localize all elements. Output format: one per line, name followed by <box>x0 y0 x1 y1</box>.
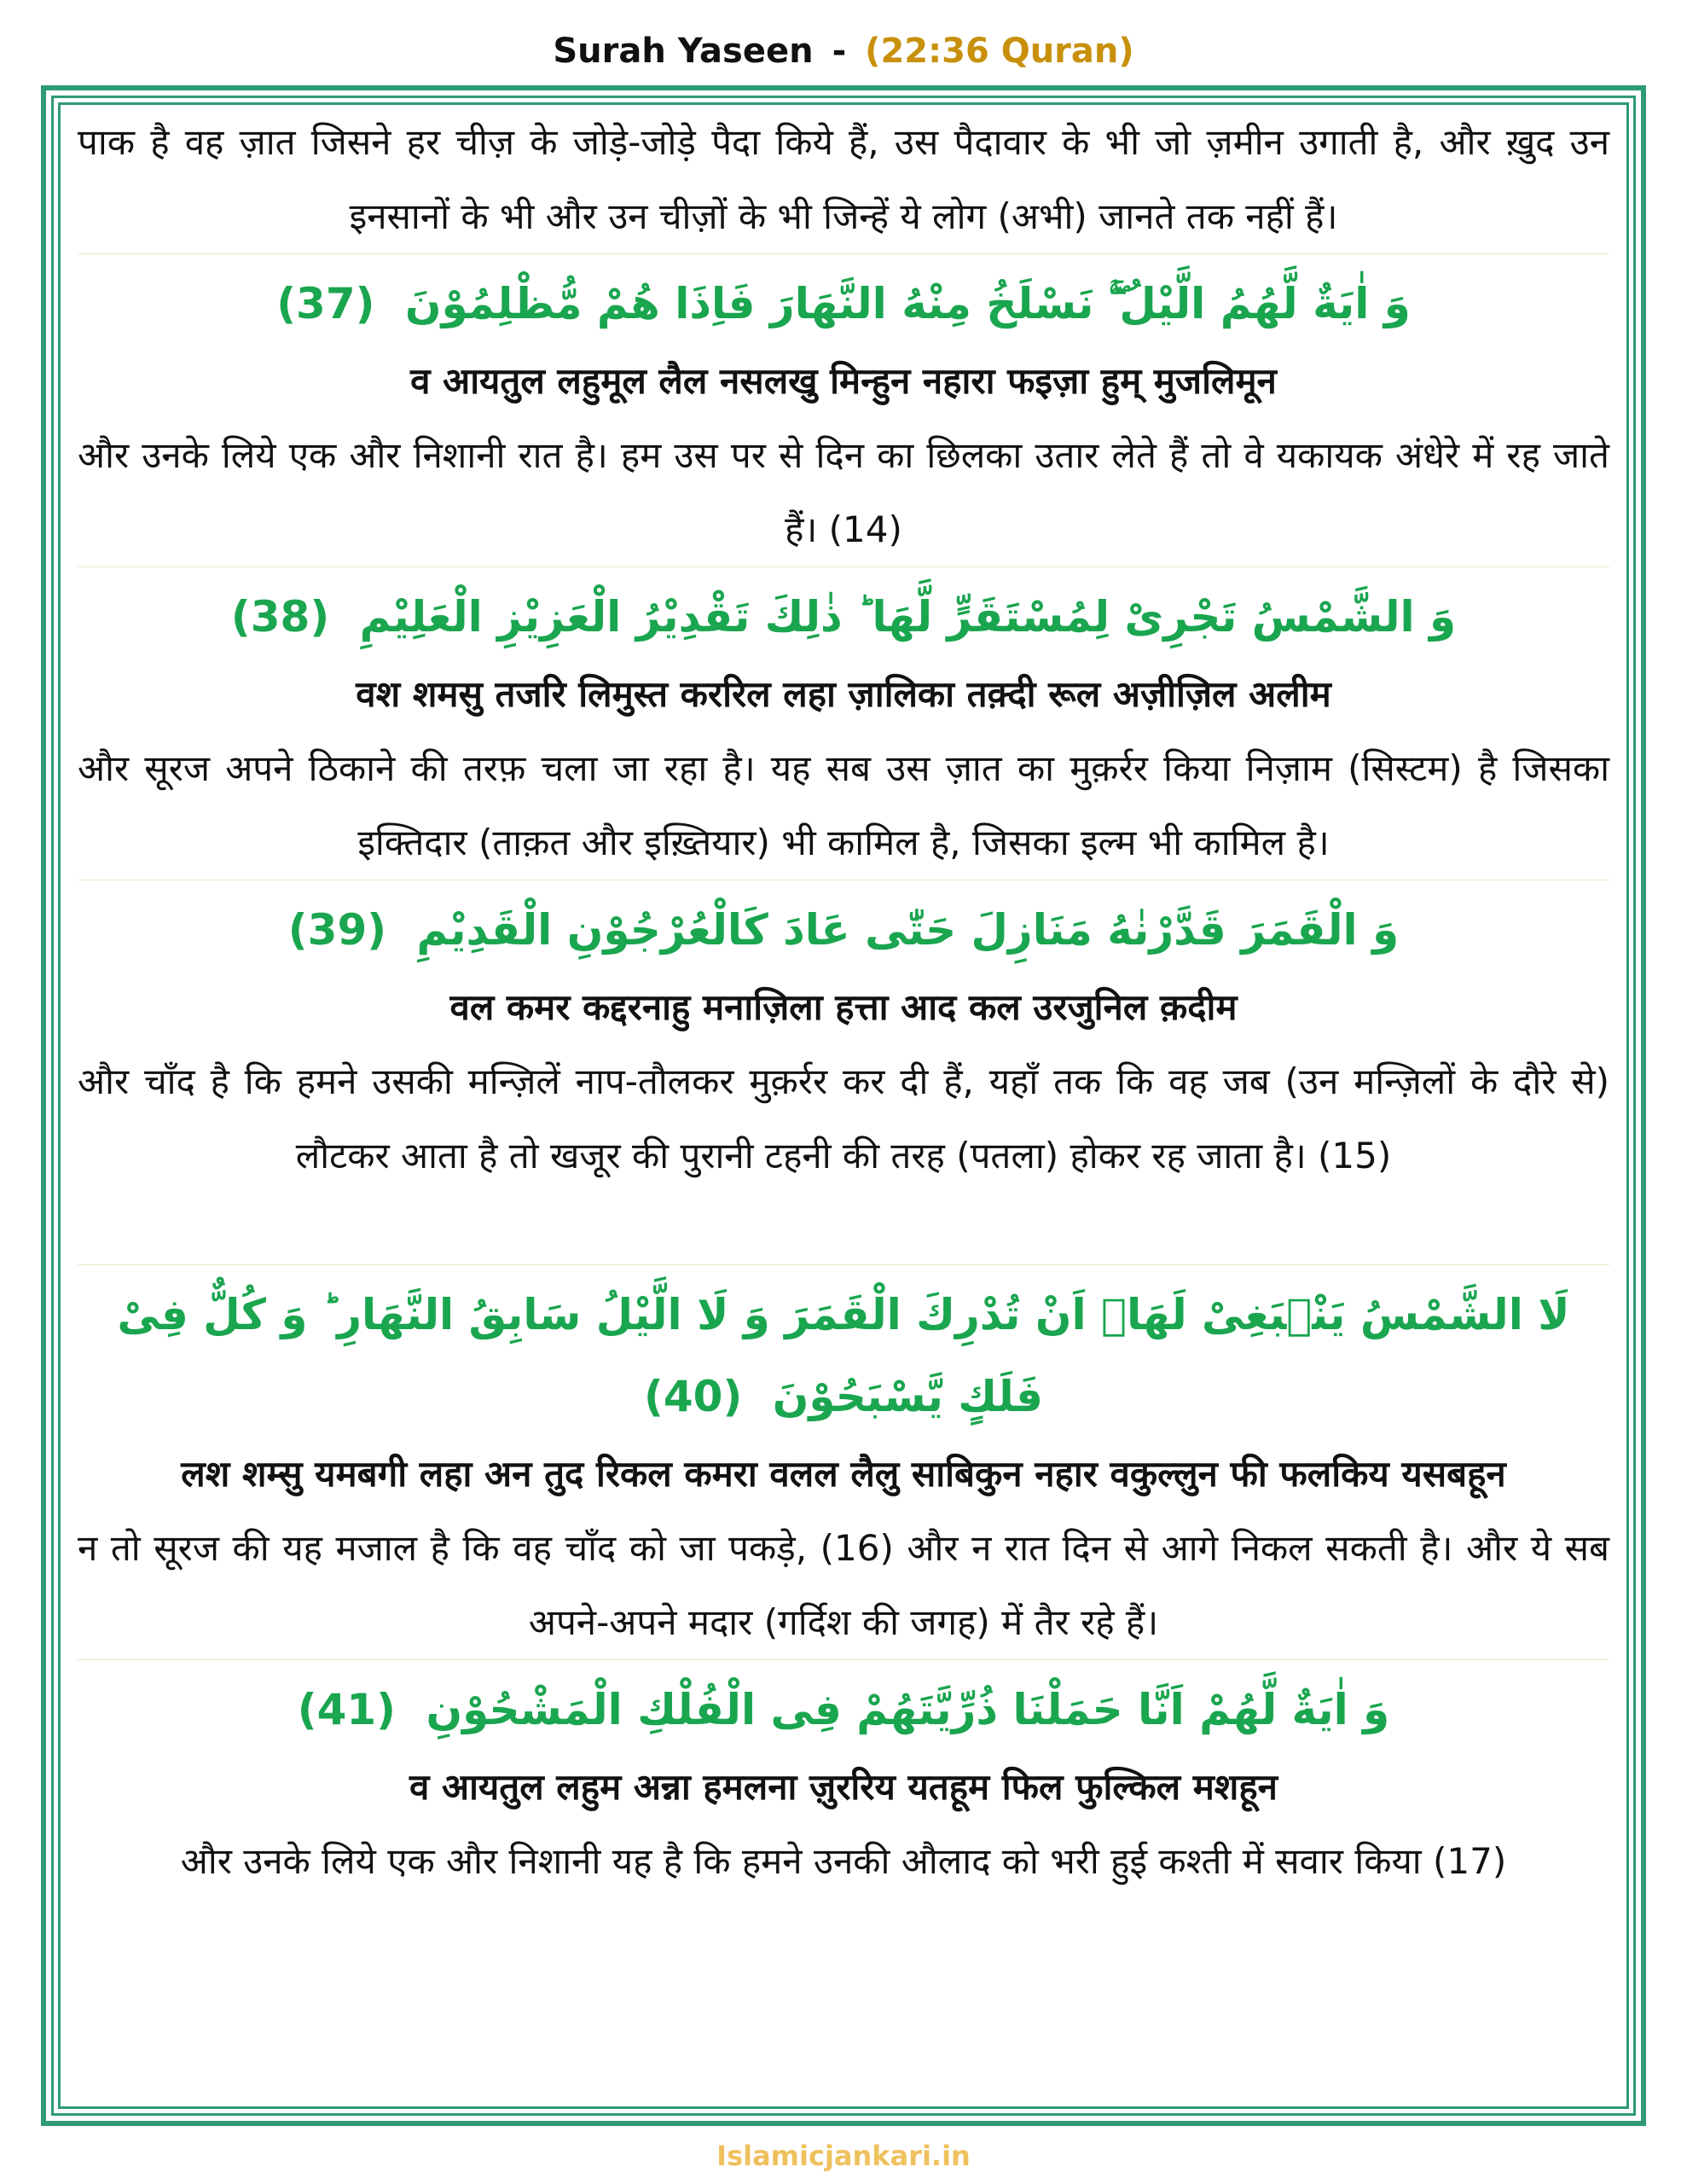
verse-block-40 <box>78 1265 1609 1660</box>
verse-number: (38) <box>230 592 330 642</box>
transliteration: वल कमर कद्दरनाहु मनाज़िला हत्ता आद कल उरजुनिल क़दीम <box>449 986 1238 1028</box>
site-footer <box>0 2135 1687 2177</box>
verse-block-41 <box>78 1660 1609 1898</box>
arabic-text: وَ الشَّمْسُ تَجْرِیْ لِمُسْتَقَرٍّ لَّهَا ؕ ذٰلِكَ تَقْدِیْرُ الْعَزِیْزِ الْعَلِیْمِ <box>359 592 1457 642</box>
arabic-text: وَ اٰیَةٌ لَّهُمُ الَّیْلُ ۚۖ نَسْلَخُ مِنْهُ النَّهَارَ فَاِذَا هُمْ مُّظْلِمُوْنَ <box>404 279 1411 328</box>
quran-reference: (22:36 Quran) <box>865 32 1134 71</box>
arabic-verse <box>78 567 1609 658</box>
transliteration: व आयतुल लहुम अन्ना हमलना ज़ुररिय यतहूम फिल फुल्किल मशहून <box>409 1766 1278 1808</box>
page-header <box>0 24 1687 78</box>
arabic-text: وَ الْقَمَرَ قَدَّرْنٰهُ مَنَازِلَ حَتّٰى عَادَ كَالْعُرْجُوْنِ الْقَدِیْمِ <box>416 905 1400 955</box>
translation: और उनके लिये एक और निशानी रात है। हम उस पर से दिन का छिलका उतार लेते हैं तो वे यकायक अंधेरे में रह जाते हैं। (14) <box>78 434 1609 550</box>
site-link[interactable]: Islamicjankari.in <box>716 2140 971 2172</box>
verse-number: (40) <box>644 1372 743 1421</box>
verse-number: (39) <box>287 905 387 955</box>
transliteration: व आयतुल लहुमूल लैल नसलखु मिन्हुन नहारा फइज़ा हुम् मुजलिमून <box>410 360 1277 402</box>
translation: और उनके लिये एक और निशानी यह है कि हमने उनकी औलाद को भरी हुई कश्ती में सवार किया (17) <box>180 1840 1507 1882</box>
translation: और सूरज अपने ठिकाने की तरफ़ चला जा रहा है। यह सब उस ज़ात का मुक़र्रर किया निज़ाम (सिस्टम) है जिसका इक्तिदार (ताक़त और इख़्तियार) भी कामिल है, जिसका इल्म भी कामिल है। <box>78 747 1609 863</box>
arabic-verse <box>78 880 1609 971</box>
spacer <box>78 1193 1609 1264</box>
translation: न तो सूरज की यह मजाल है कि वह चाँद को जा पकड़े, (16) और न रात दिन से आगे निकल सकती है। और ये सब अपने-अपने मदार (गर्दिश की जगह) में तैर रहे हैं। <box>78 1527 1609 1643</box>
arabic-verse <box>78 1265 1609 1438</box>
verse-block-37 <box>78 254 1609 567</box>
verses-panel <box>58 102 1629 2109</box>
intro-block <box>78 105 1609 254</box>
surah-title: Surah Yaseen <box>553 32 814 71</box>
verse-number: (41) <box>297 1685 397 1734</box>
transliteration: वश शमसु तजरि लिमुस्त कररिल लहा ज़ालिका तक़्दी रूल अज़ीज़िल अलीम <box>356 673 1331 715</box>
intro-translation: पाक है वह ज़ात जिसने हर चीज़ के जोड़े-जोड़े पैदा किये हैं, उस पैदावार के भी जो ज़मीन उगाती है, और ख़ुद उन इनसानों के भी और उन चीज़ों के भी जिन्हें ये लोग (अभी) जानते तक नहीं हैं। <box>78 121 1609 237</box>
translation: और चाँद है कि हमने उसकी मन्ज़िलें नाप-तौलकर मुक़र्रर कर दी हैं, यहाँ तक कि वह जब (उन मन्ज़िलों के दौरे से) लौटकर आता है तो खजूर की पुरानी टहनी की तरह (पतला) होकर रह जाता है। (15) <box>78 1060 1609 1176</box>
verse-block-38 <box>78 567 1609 880</box>
arabic-verse <box>78 1660 1609 1751</box>
arabic-verse <box>78 254 1609 345</box>
header-separator: - <box>832 32 847 71</box>
verse-number: (37) <box>276 279 375 328</box>
arabic-text: وَ اٰیَةٌ لَّهُمْ اَنَّا حَمَلْنَا ذُرِّیَّتَهُمْ فِی الْفُلْكِ الْمَشْحُوْنِ <box>426 1685 1390 1734</box>
arabic-text: لَا الشَّمْسُ یَنْۢبَغِیْ لَهَاۤ اَنْ تُدْرِكَ الْقَمَرَ وَ لَا الَّیْلُ سَابِقُ النَّهَارِ ؕ وَ كُلٌّ فِیْ فَلَكٍ یَّسْبَحُوْنَ <box>117 1290 1570 1421</box>
transliteration: लश शम्सु यमबगी लहा अन तुद रिकल कमरा वलल लैलु साबिकुन नहार वकुल्लुन फी फलकिय यसबहून <box>181 1453 1506 1495</box>
verse-block-39 <box>78 880 1609 1265</box>
